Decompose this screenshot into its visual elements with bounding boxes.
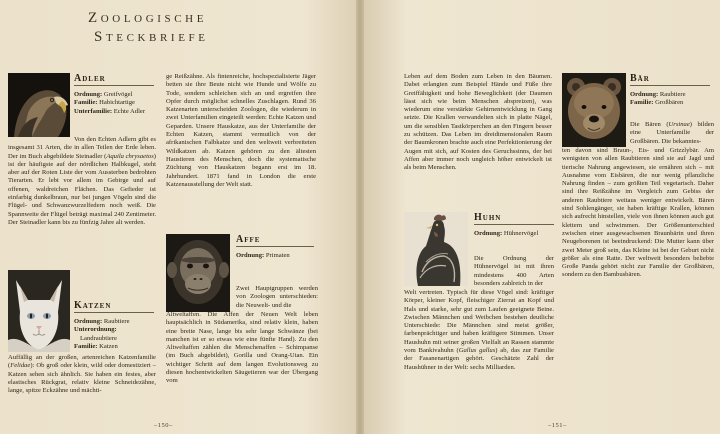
chicken-text-part-1: Welt vertreten. Typisch für diese Vögel sind: kräftiger Körper, kleiner Kopf, fleischiger Zierrat an Kopf und Hals und starke, sehr gut zum Laufen geeignete Beine. Zwischen Männchen und Weibchen bestehen deutliche Unterschiede: Die Männchen sind meist größer, farbenprächtiger und haben kräftigere Stimmen. Unser Haushuhn mit seiner großen Vielfalt an Rassen stammte vom Bankivahuhn ( [404,289,554,355]
chicken-heading: Huhn [474,212,554,225]
chicken-ordnung-label: Ordnung: [474,230,503,237]
cat-latin-name: Felidae [10,362,31,370]
chimpanzee-ordnung: Primaten [265,252,290,259]
eagle-text-part-1: Von den Echten Adlern gibt es insgesamt 31 Arten, die in allen Teilen der Erde leben. Der im Buch abgebildete Steinadler ( [8,136,156,160]
bear-ordnung: Raubtiere [659,91,686,98]
bear-text [562,147,714,351]
bear-ordnung-label: Ordnung: [630,91,659,98]
chimpanzee-facts [236,252,320,260]
chimpanzee-photo [166,234,230,312]
eagle-ordnung-label: Ordnung: [74,91,103,98]
cat-ordnung: Raubtiere [103,318,130,325]
chimpanzee-heading: Affe [236,234,314,247]
eagle-latin-name: Aquila chrysaetos [106,152,154,160]
eagle-photo [8,73,70,137]
chimpanzee-text [166,311,318,411]
title-line-1: Zoologische [88,10,208,26]
book-gutter [356,0,364,434]
bear-wrap-part-1: Die Bären ( [630,121,669,128]
bear-image [562,73,626,147]
page-number-left: –150– [154,422,173,429]
eagle-text [8,136,156,264]
bear-wrap-part-2: ) bilden eine Unterfamilie der Großbären. Die bekanntes- [630,121,714,145]
cat-text-part-1: Auffällig an der großen, artenreichen Katzenfamilie ( [8,354,156,370]
chimpanzee-paragraph: Altweltaffen. Die Affen der Neuen Welt leben hauptsächlich in Südamerika, sind relativ klein, haben eine breite Nase, lange bis sehr lange Schwänze (bei manchen ist er so etwas wie eine fünfte Hand). Zu den Altweltaffen zählen die Menschenaffen – Schimpanse (im Buch abgebildet), Gorilla und Orang-Utan. Ein wichtiger Schritt auf dem langen Evolutionsweg zu diesen hochentwickelten Säugetieren war der Übergang vom [166,311,318,385]
eagle-text-part-2: ) ist der häufigste auf der nördlichen Halbkugel, steht aber auf der Roten Liste der vom Aussterben bedrohten Tierarten. Er lebt vor allem im Gebirge und auf offenen, waldreichen Flächen. Das Gefieder ist einfarbig dunkelbraun, nur bei jungen Vögeln sind die Flügel- und Schwanzwurzelfedern noch weiß. Die Spannweite der Flügel beträgt maximal 240 Zentimeter. Der Steinadler kann bis zu fünfzig Jahre alt werden. [8,152,156,226]
chimpanzee-ordnung-label: Ordnung: [236,252,265,259]
cat-image [8,270,70,352]
chimpanzee-text-wrap [236,285,318,311]
chicken-ordnung: Hühnervögel [503,230,539,237]
chimpanzee-continued-paragraph: Leben auf dem Boden zum Leben in den Bäumen. Dabei erlangten zum Beispiel Hände und Füße ihre Greiffähigkeit und hohe Beweglichkeit (der Daumen lässt sich wie beim Menschen abspreizen), was wiederum eine verstärkte Gehirnentwicklung in Gang setzte. Die Krallen verwandelten sich in platte Nägel, um die sensiblen Tastkörperchen an den Fingern besser zu schützen. Das Leben im dreidimensionalen Raum der Baumkronen brachte auch eine Perfektionierung der Augen mit sich, auf Kosten des Geruchssinns, der bei Affen aber immer noch ungleich höher entwickelt ist als beim Menschen. [404,73,552,172]
cat-familie-label: Familie: [74,343,98,351]
eagle-facts [74,91,158,116]
bear-photo [562,73,626,147]
cat-continued-paragraph: ge Reißzähne. Als fintenreiche, hochspezialisierte Jäger betten sie ihre Beute nicht wie Hunde und Wölfe zu Tode, sondern schleichen sich an und ergreifen ihre Opfer durch möglichst schnelles Zuschlagen. Rund 36 Katzenarten unterscheiden Zoologen, die wiederum in zwei Unterfamilien eingeteilt werden: Echte Katzen und Geparden. Unsere Hauskatze, aus der Unterfamilie der Echten Katzen, stammt vermutlich von der afrikanischen Falbkatze und den weltweit verbreiteten Wildkatzen ab. Katzen gehören zu den ältesten Haustieren des Menschen, doch die systematische Züchtung von Hauskatzen begann erst im 18. Jahrhundert. 1871 fand in London die erste Katzenausstellung der Welt statt. [166,73,316,188]
chicken-photo [404,212,468,286]
eagle-ordnung: Greifvögel [103,91,133,98]
cat-unterordnung-label: Unterordnung: [74,326,117,334]
bear-text-wrap [630,121,714,147]
eagle-image [8,73,70,137]
cat-heading: Katzen [74,300,154,313]
cat-familie: Katzen [99,343,118,351]
bear-paragraph: ten davon sind Braun-, Eis- und Grizzlybär. Am wenigsten von allen Raubtieren sind sie auf Jagd und tierische Nahrung angewiesen, sie ernähren sich – mit Ausnahme vom Eisbären, die nur wenig pflanzliche Nahrung finden – zum größten Teil vegetarisch. Daher sind ihre Reißzähne im Vergleich zum Gebiss der anderen Raubtiere weitaus weniger entwickelt. Bären sind Sohlengänger, sie haben kräftige Krallen, können sich aufrecht hinstellen, viele von ihnen können auch gut klettern und schwimmen. Der Größenunterschied zwischen einer ausgewachsenen Braunbärin und ihren Neugeborenen ist beeindruckend: Die Mutter kann über zwei Meter groß sein, das Kleine ist bei der Geburt nicht größer als eine Ratte. Der weltweit besonders beliebte Große Panda gehört nicht zur Familie der Großbären, sondern zu den Bambusbären. [562,147,714,279]
chicken-text [404,289,554,399]
eagle-unterfamilie: Echte Adler [113,107,146,115]
bear-familie-label: Familie: [630,99,654,107]
chicken-facts [474,230,558,238]
bear-facts [630,91,716,108]
chicken-text-wrap [474,255,554,289]
cat-text-part-2: ): Ob groß oder klein, wild oder domestiziert – Katzen sehen sich ähnlich. Sie haben ein festes, aber elastisches Rückgrat, relativ kleine Schneidezähne, lange, spitze Eckzähne und mächti- [8,362,156,395]
title-line-2: Steckbriefe [94,29,209,45]
cat-text-continued [166,73,316,235]
eagle-familie-label: Familie: [74,99,98,107]
chicken-image [404,212,468,286]
cat-photo [8,270,70,352]
chimpanzee-image [166,234,230,312]
cat-unterordnung: Landraubtiere [80,334,117,342]
chicken-latin-name: Gallus gallus [458,347,496,355]
page-title [88,9,209,47]
chimpanzee-text-continued [404,73,552,203]
eagle-familie: Habichtartige [99,99,135,107]
chimpanzee-wrap-paragraph: Zwei Hauptgruppen werden von Zoologen unterschieden: die Neuwelt- und die [236,285,318,309]
eagle-unterfamilie-label: Unterfamilie: [74,107,113,115]
chicken-wrap-paragraph: Die Ordnung der Hühnervögel ist mit ihren mindestens 400 Arten besonders zahlreich in der [474,255,554,287]
cat-facts [74,318,158,352]
eagle-heading: Adler [74,73,154,86]
page-number-right: –151– [548,422,567,429]
bear-latin-name: Ursinae [668,121,690,128]
bear-familie: Großbären [655,99,684,107]
cat-text [8,354,156,414]
chicken-text-part-2: ) ab, das zur Familie der Fasanenartigen gehört. Geschätzte Zahl der Haushühner in der Welt: sechs Milliarden. [404,347,554,371]
cat-ordnung-label: Ordnung: [74,318,103,325]
bear-heading: Bär [630,73,710,86]
